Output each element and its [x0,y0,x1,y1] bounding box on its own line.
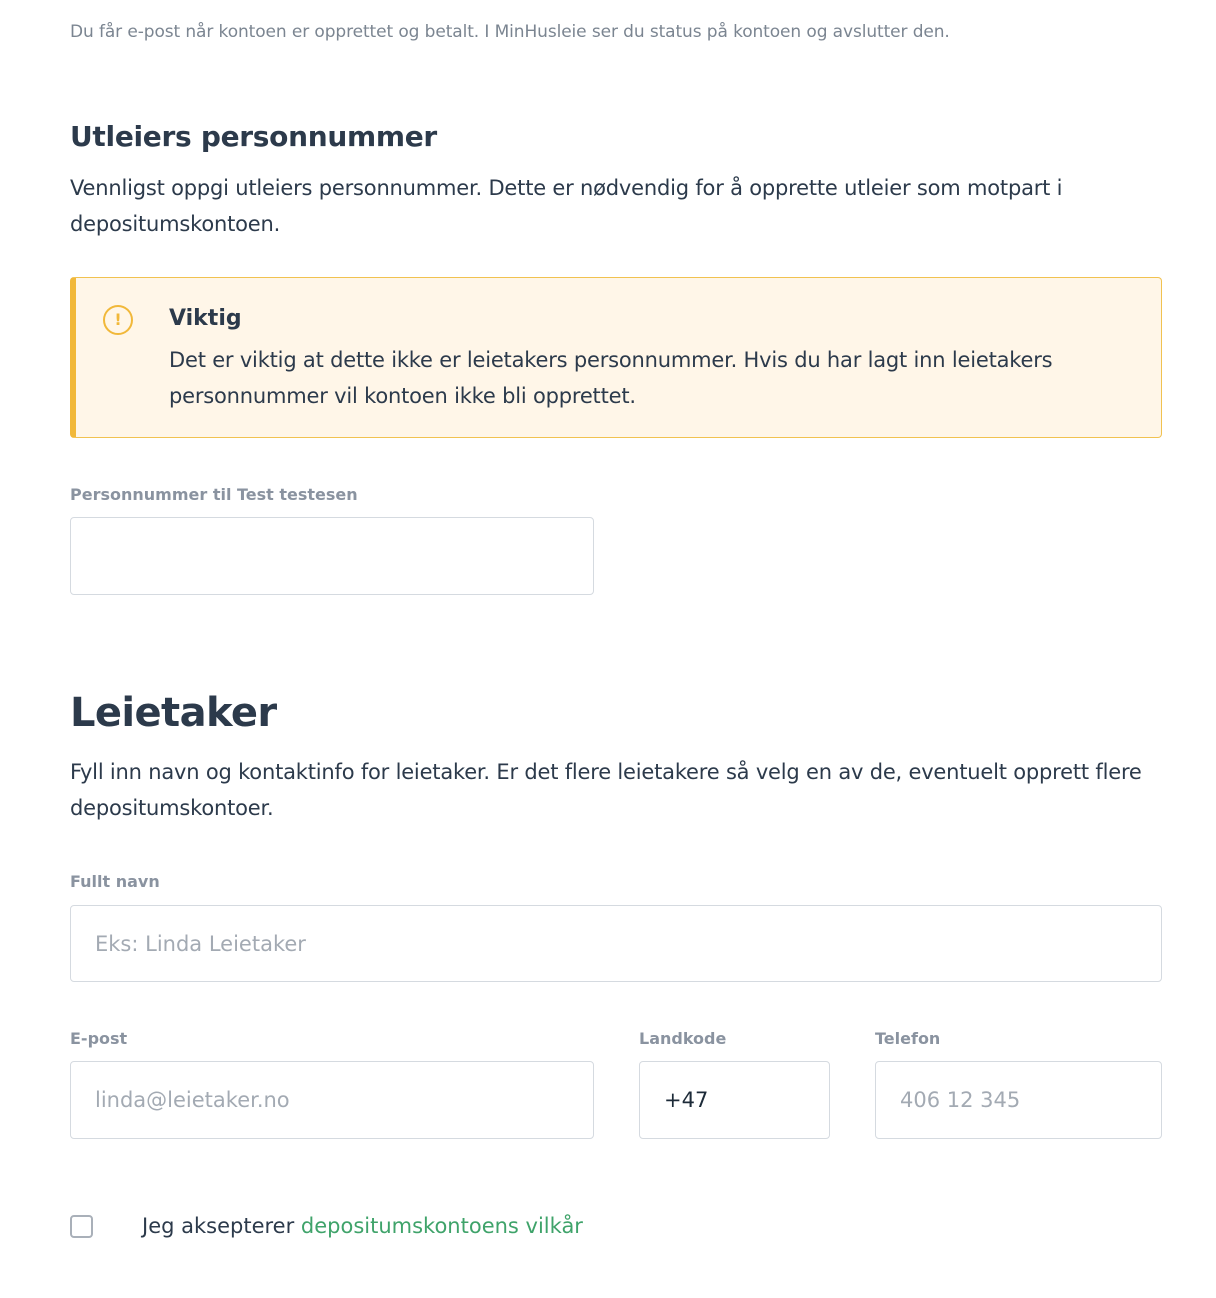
tenant-heading: Leietaker [70,690,277,736]
email-input[interactable] [70,1061,594,1139]
landlord-ssn-description: Vennligst oppgi utleiers personnummer. Dette er nødvendig for å opprette utleier som motpart i depositumskontoen. [70,176,1063,236]
country-code-label: Landkode [639,1029,727,1048]
warning-title: Viktig [169,306,242,331]
phone-label: Telefon [875,1029,941,1048]
terms-checkbox[interactable] [70,1215,93,1238]
tenant-description: Fyll inn navn og kontaktinfo for leietaker. Er det flere leietakere så velg en av de, eventuelt opprett flere depositumskontoer. [70,760,1142,820]
country-code-input[interactable] [639,1061,830,1139]
exclamation-circle-icon: ! [103,305,133,335]
ssn-input[interactable] [70,517,594,595]
ssn-label: Personnummer til Test testesen [70,485,358,504]
warning-text: Det er viktig at dette ikke er leietakers personnummer. Hvis du har lagt inn leietakers personnummer vil kontoen ikke bli opprettet. [169,348,1053,408]
warning-alert [70,277,1162,438]
terms-link[interactable]: depositumskontoens vilkår [300,1214,583,1238]
landlord-ssn-heading: Utleiers personnummer [70,120,437,153]
email-label: E-post [70,1029,128,1048]
full-name-input[interactable] [70,905,1162,982]
terms-prefix: Jeg aksepterer [142,1214,301,1238]
full-name-label: Fullt navn [70,872,160,891]
terms-label [142,1214,583,1238]
info-note: Du får e-post når kontoen er opprettet og betalt. I MinHusleie ser du status på kontoen og avslutter den. [70,22,950,42]
phone-input[interactable] [875,1061,1162,1139]
